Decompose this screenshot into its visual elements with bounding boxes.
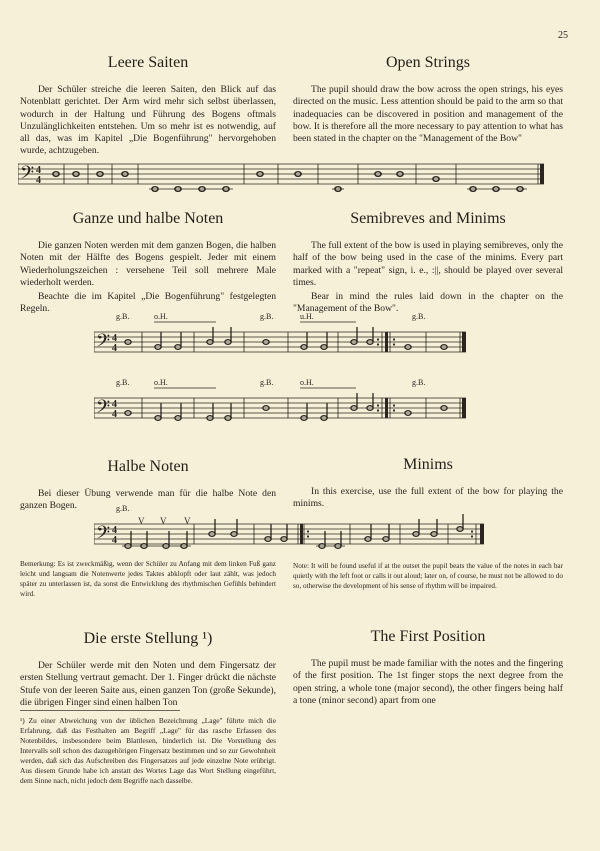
staff-minims-notation	[94, 502, 494, 552]
bow-mark: o.H.	[154, 378, 168, 387]
remark-note	[293, 562, 563, 592]
text-first-position: The pupil must be made familiar with the notes and the fingering of the first position. The 1st finger stops the next degree from the open string, a whole tone (major second), the other fingers being half a tone (minor second) apart from one	[293, 658, 563, 706]
staff-semibreves-2-notation	[94, 374, 504, 428]
heading-ganze-halbe: Ganze und halbe Noten	[72, 210, 224, 227]
heading-open-strings: Open Strings	[386, 54, 470, 71]
heading-leere-saiten: Leere Saiten	[107, 54, 189, 71]
footnote-rule	[20, 710, 180, 711]
section-open-strings	[293, 54, 563, 145]
bow-mark: o.H.	[154, 312, 168, 321]
footnote	[20, 716, 276, 786]
bass-clef-icon: 𝄢	[96, 396, 111, 421]
section-first-position	[293, 628, 563, 707]
bow-mark: g.B.	[412, 312, 426, 321]
heading-minims: Minims	[403, 456, 453, 473]
time-sig-top: 4	[36, 165, 41, 176]
text-leere-saiten: Der Schüler streiche die leeren Saiten, den Blick auf das Notenblatt gerichtet. Der Arm wird mehr sich selbst überlassen, wodurch in der Haltung und Führung des Bogens oftmals Unzulänglichkeiten entstehen. Um so mehr ist es notwendig, auf all das, was im Kapitel „Die Bogenführung" hervorgehoben wurde, achtzugeben.	[20, 84, 276, 157]
text-ganze-halbe-1: Die ganzen Noten werden mit dem ganzen Bogen, die halben Noten mit der Hälfte des Bogens gespielt. Jeder mit einem Wiederholungszeichen : versehene Teil soll mehrere Male wiederholt werden.	[20, 240, 276, 288]
staff-open-strings	[18, 156, 588, 203]
staff-semibreves-1	[94, 310, 504, 365]
heading-erste-stellung: Die erste Stellung ¹)	[83, 630, 213, 647]
text-minims: In this exercise, use the full extent of the bow for playing the minims.	[293, 486, 563, 510]
bass-clef-icon: 𝄢	[96, 522, 111, 547]
time-sig-bottom: 4	[36, 175, 41, 186]
section-ganze-halbe	[20, 210, 276, 316]
text-bemerkung: Bemerkung: Es ist zweckmäßig, wenn der Schüler zu Anfang mit dem linken Fuß ganz leicht und langsam die Notenwerte jedes Taktes abklopft oder laut zählt, was jedoch später zu unterlassen ist, da sonst die Entwicklung des rhythmischen Gefühls behindert wird.	[20, 560, 276, 598]
bow-mark: g.B.	[116, 504, 130, 513]
bow-mark: g.B.	[412, 378, 426, 387]
text-semibreves-1: The full extent of the bow is used in playing semibreves, only the half of the bow being used in the case of the minims. Every part marked with a "repeat" sign, i. e., :||, should be played over several times.	[293, 240, 563, 288]
section-semibreves	[293, 210, 563, 316]
section-erste-stellung	[20, 630, 276, 709]
staff-open-strings-notation	[18, 156, 588, 198]
time-sig-top: 4	[112, 333, 117, 344]
svg-text:V: V	[184, 516, 191, 526]
text-note: Note: It will be found useful if at the outset the pupil beats the value of the notes in each bar quietly with the left foot or calls it out aloud; later on, of course, he must not be allowed to do so, otherwise the development of his sense of rhythm will be impaired.	[293, 562, 563, 590]
heading-first-position: The First Position	[370, 628, 486, 645]
text-semibreves-2: Bear in mind the rules laid down in the chapter on the "Management of the Bow".	[293, 291, 563, 315]
bass-clef-icon: 𝄢	[20, 162, 35, 187]
svg-text:V: V	[160, 516, 167, 526]
text-erste-stellung: Der Schüler werde mit den Noten und dem Fingersatz der ersten Stellung vertraut gemacht. Der 1. Finger drückt die nächste Stufe von der leeren Saite aus, einen ganzen Ton (große Sekunde), die übrigen Finger sind einen halben Ton	[20, 660, 276, 708]
bow-mark: g.B.	[116, 378, 130, 387]
bow-mark: g.B.	[116, 312, 130, 321]
text-ganze-halbe-2: Beachte die im Kapitel „Die Bogenführung" festgelegten Regeln.	[20, 291, 276, 315]
time-sig-top: 4	[112, 399, 117, 410]
text-halbe-noten: Bei dieser Übung verwende man für die halbe Note den ganzen Bogen.	[20, 488, 276, 512]
time-sig-top: 4	[112, 525, 117, 536]
staff-semibreves-1-notation	[94, 310, 504, 360]
time-sig-bottom: 4	[112, 409, 117, 420]
time-sig-bottom: 4	[112, 535, 117, 546]
svg-text:V: V	[138, 516, 145, 526]
staff-semibreves-2	[94, 374, 504, 433]
bow-mark: g.B.	[260, 312, 274, 321]
bow-mark: g.B.	[260, 378, 274, 387]
bow-mark: o.H.	[300, 378, 314, 387]
page-number: 25	[558, 30, 568, 41]
text-open-strings: The pupil should draw the bow across the open strings, his eyes directed on the music. Less attention should be paid to the arm so that inadequacies can be discovered in position and management of the bow. It is therefore all the more necessary to pay attention to what has been stated in the chapter on the "Management of the Bow"	[293, 84, 563, 145]
bass-clef-icon: 𝄢	[96, 330, 111, 355]
staff-minims	[94, 502, 494, 557]
heading-semibreves: Semibreves and Minims	[350, 210, 506, 227]
text-footnote: ¹) Zu einer Abweichung von der üblichen Bezeichnung „Lage" führte mich die Erfahrung, daß das Festhalten am Begriff „Lage" für das rasche Erfassen des Notenbildes, insbesondere beim Blattlesen, hinderlich ist. Die Vorstellung des Intervalls soll schon des dazugehörigen Fingersatz bestimmen und so zur Gewohnheit werden, daß sich das Aufschreiben des Fingersatzes auf jede einzelne Note erübrigt. Aus diesem Grunde habe ich anstatt des Wortes Lage das Wort Stellung eingeführt, dem Sinne nach, nicht jedoch dem Begriffe nach dasselbe.	[20, 716, 276, 785]
heading-halbe-noten: Halbe Noten	[107, 458, 189, 475]
time-sig-bottom: 4	[112, 343, 117, 354]
bow-mark: u.H.	[300, 312, 314, 321]
section-leere-saiten	[20, 54, 276, 158]
remark-bemerkung	[20, 560, 276, 600]
